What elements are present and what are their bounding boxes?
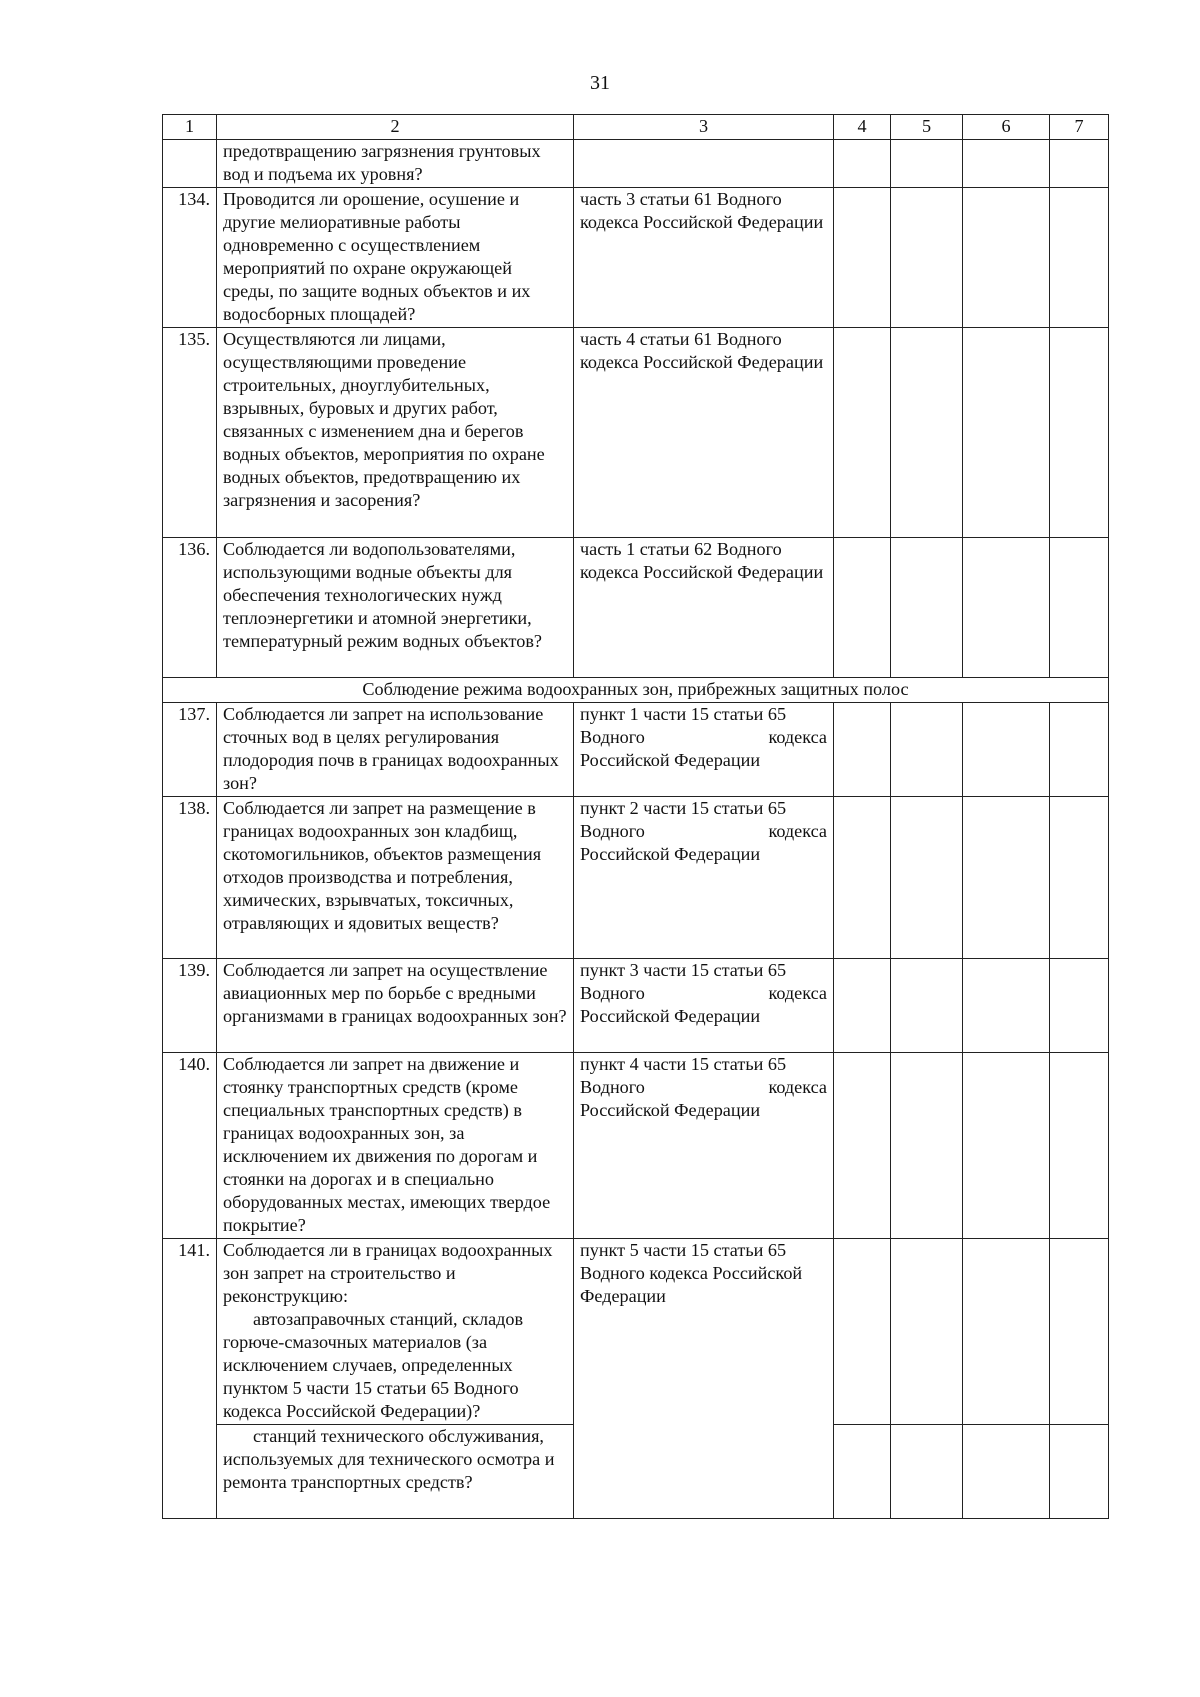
question-text: Осуществляются ли лицами, осуществляющими проведение строительных, дноуглубительных, взрывных, буровых и других работ, связанных с изменением дна и берегов водных объектов, мероприятия по охране водных объектов, предотвращению их загрязнения и засорения? [217, 328, 574, 538]
ref-line: пункт 4 части 15 статьи 65 [580, 1054, 787, 1074]
empty-cell [891, 1425, 963, 1519]
ref-word: Водного [580, 983, 645, 1003]
question-text: Соблюдается ли запрет на размещение в границах водоохранных зон кладбищ, скотомогильников, объектов размещения отходов производства и потребления, химических, взрывчатых, токсичных, отравляющих и ядовитых веществ? [217, 797, 574, 959]
empty-cell [963, 188, 1050, 328]
empty-cell [891, 328, 963, 538]
ref-word: кодекса [768, 983, 827, 1003]
empty-cell [963, 1053, 1050, 1239]
ref-word: кодекса [768, 727, 827, 747]
col-header-1: 1 [163, 115, 217, 140]
empty-cell [891, 1239, 963, 1425]
empty-cell [834, 328, 891, 538]
ref-line: пункт 2 части 15 статьи 65 [580, 798, 787, 818]
empty-cell [834, 1239, 891, 1425]
ref-word: кодекса [768, 1077, 827, 1097]
col-header-6: 6 [963, 115, 1050, 140]
empty-cell [963, 1425, 1050, 1519]
empty-cell [834, 538, 891, 678]
row-number: 140. [163, 1053, 217, 1239]
section-row [163, 678, 1109, 703]
question-text: Соблюдается ли запрет на движение и стоянку транспортных средств (кроме специальных транспортных средств) в границах водоохранных зон, за исключением их движения по дорогам и стоянки на дорогах и в специально оборудованных местах, имеющих твердое покрытие? [217, 1053, 574, 1239]
empty-cell [891, 703, 963, 797]
empty-cell [1050, 188, 1109, 328]
empty-cell [963, 797, 1050, 959]
empty-cell [891, 188, 963, 328]
empty-cell [834, 140, 891, 188]
row-number: 139. [163, 959, 217, 1053]
empty-cell [963, 703, 1050, 797]
legal-reference: пункт 5 части 15 статьи 65 Водного кодекса Российской Федерации [574, 1239, 834, 1519]
col-header-4: 4 [834, 115, 891, 140]
question-text: Соблюдается ли запрет на использование сточных вод в целях регулирования плодородия почв в границах водоохранных зон? [217, 703, 574, 797]
ref-line: пункт 1 части 15 статьи 65 [580, 704, 787, 724]
ref-line: пункт 3 части 15 статьи 65 [580, 960, 787, 980]
header-row [163, 115, 1109, 140]
empty-cell [1050, 959, 1109, 1053]
row-number: 137. [163, 703, 217, 797]
empty-cell [834, 959, 891, 1053]
empty-cell [1050, 703, 1109, 797]
table-row [163, 1239, 1109, 1425]
col-header-7: 7 [1050, 115, 1109, 140]
table-row [163, 188, 1109, 328]
row-number: 141. [163, 1239, 217, 1519]
question-text: Соблюдается ли водопользователями, использующими водные объекты для обеспечения технологических нужд теплоэнергетики и атомной энергетики, температурный режим водных объектов? [217, 538, 574, 678]
question-text: Проводится ли орошение, осушение и другие мелиоративные работы одновременно с осуществлением мероприятий по охране окружающей среды, по защите водных объектов и их водосборных площадей? [217, 188, 574, 328]
legal-reference [574, 797, 834, 959]
question-text [217, 1239, 574, 1425]
ref-word: Водного [580, 1077, 645, 1097]
legal-reference: часть 1 статьи 62 Водного кодекса Российской Федерации [574, 538, 834, 678]
legal-reference: часть 4 статьи 61 Водного кодекса Российской Федерации [574, 328, 834, 538]
row-number: 134. [163, 188, 217, 328]
col-header-2: 2 [217, 115, 574, 140]
empty-cell [891, 797, 963, 959]
ref-word: кодекса [768, 821, 827, 841]
legal-reference [574, 1053, 834, 1239]
ref-line: Российской Федерации [580, 1100, 761, 1120]
empty-cell [834, 188, 891, 328]
question-subitem: автозаправочных станций, складов горюче-смазочных материалов (за исключением случаев, определенных пунктом 5 части 15 статьи 65 Водного кодекса Российской Федерации)? [223, 1309, 524, 1421]
legal-reference: часть 3 статьи 61 Водного кодекса Российской Федерации [574, 188, 834, 328]
legal-reference [574, 140, 834, 188]
ref-line [580, 726, 827, 749]
empty-cell [891, 140, 963, 188]
row-number [163, 140, 217, 188]
empty-cell [834, 797, 891, 959]
ref-line: Российской Федерации [580, 1006, 761, 1026]
row-number: 135. [163, 328, 217, 538]
empty-cell [891, 538, 963, 678]
section-title: Соблюдение режима водоохранных зон, прибрежных защитных полос [163, 678, 1109, 703]
ref-line: Российской Федерации [580, 844, 761, 864]
question-intro: Соблюдается ли в границах водоохранных зон запрет на строительство и реконструкцию: [223, 1240, 553, 1306]
empty-cell [1050, 328, 1109, 538]
empty-cell [1050, 538, 1109, 678]
empty-cell [1050, 1239, 1109, 1425]
empty-cell [891, 1053, 963, 1239]
row-number: 136. [163, 538, 217, 678]
question-text [217, 1425, 574, 1519]
empty-cell [1050, 797, 1109, 959]
table-row [163, 140, 1109, 188]
empty-cell [963, 538, 1050, 678]
table-row [163, 538, 1109, 678]
empty-cell [834, 1425, 891, 1519]
ref-word: Водного [580, 727, 645, 747]
table-row [163, 797, 1109, 959]
table-row [163, 959, 1109, 1053]
empty-cell [834, 1053, 891, 1239]
checklist-table [162, 114, 1109, 1519]
row-number: 138. [163, 797, 217, 959]
ref-line: Российской Федерации [580, 750, 761, 770]
question-text: Соблюдается ли запрет на осуществление авиационных мер по борьбе с вредными организмами в границах водоохранных зон? [217, 959, 574, 1053]
empty-cell [963, 959, 1050, 1053]
empty-cell [963, 1239, 1050, 1425]
legal-reference [574, 959, 834, 1053]
empty-cell [1050, 140, 1109, 188]
ref-line [580, 1076, 827, 1099]
table-row [163, 703, 1109, 797]
empty-cell [1050, 1053, 1109, 1239]
empty-cell [1050, 1425, 1109, 1519]
empty-cell [963, 140, 1050, 188]
ref-line [580, 982, 827, 1005]
empty-cell [963, 328, 1050, 538]
question-subitem: станций технического обслуживания, используемых для технического осмотра и ремонта транспортных средств? [223, 1426, 555, 1492]
table-row [163, 1053, 1109, 1239]
empty-cell [834, 703, 891, 797]
question-text: предотвращению загрязнения грунтовых вод и подъема их уровня? [217, 140, 574, 188]
col-header-3: 3 [574, 115, 834, 140]
legal-reference [574, 703, 834, 797]
ref-word: Водного [580, 821, 645, 841]
ref-line [580, 820, 827, 843]
col-header-5: 5 [891, 115, 963, 140]
empty-cell [891, 959, 963, 1053]
table-row [163, 328, 1109, 538]
page-number: 31 [590, 72, 610, 94]
